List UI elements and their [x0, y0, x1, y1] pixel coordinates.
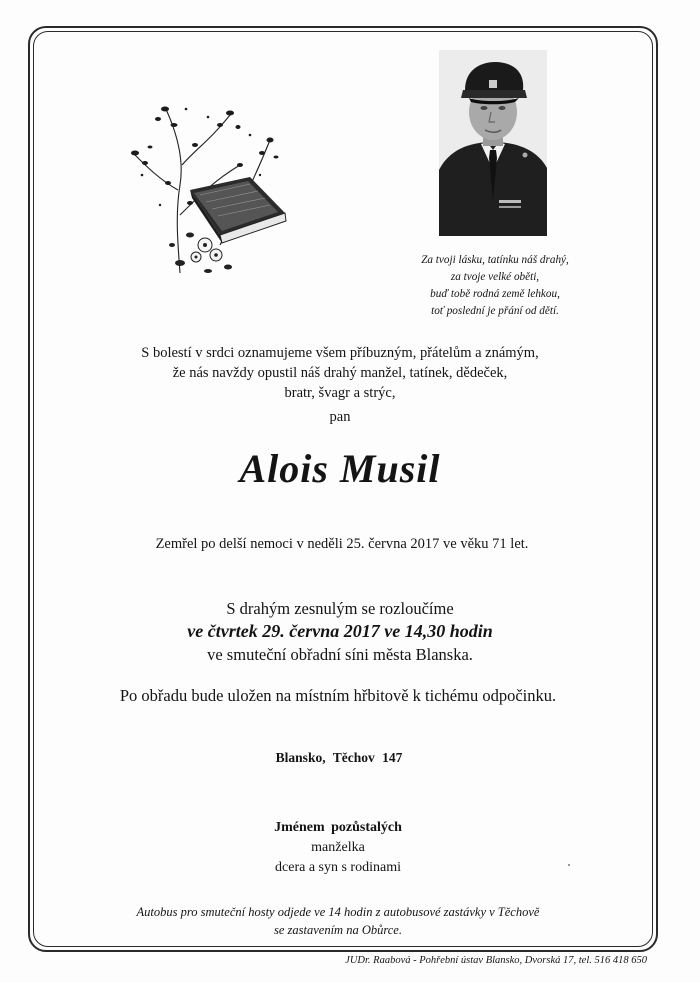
poem-line: Za tvoji lásku, tatínku náš drahý, — [421, 254, 569, 266]
deceased-name: Alois Musil — [239, 446, 441, 491]
farewell-info — [0, 597, 680, 666]
mourners-heading: Jménem pozůstalých — [274, 820, 402, 835]
poem-line: buď tobě rodná země lehkou, — [430, 288, 560, 300]
bus-note-line: se zastavením na Obůrce. — [274, 923, 402, 937]
mourners — [0, 818, 676, 878]
book-with-flowers-icon — [120, 95, 290, 280]
burial-note: Po obřadu bude uložen na místním hřbitově k tichému odpočinku. — [119, 686, 557, 705]
farewell-date: ve čtvrtek 29. června 2017 ve 14,30 hodin — [187, 621, 493, 641]
announcement-line: že nás navždy opustil náš drahý manžel, tatínek, dědeček, — [172, 365, 508, 381]
portrait-photo — [439, 50, 547, 236]
poem — [395, 252, 595, 320]
announcement-line: bratr, švagr a strýc, — [284, 385, 396, 401]
honorific: pan — [329, 409, 351, 425]
speck — [568, 864, 570, 866]
farewell-place: ve smuteční obřadní síni města Blanska. — [207, 645, 473, 664]
mourner-line: manželka — [311, 840, 365, 855]
address: Blansko, Těchov 147 — [275, 750, 403, 765]
farewell-line: S drahým zesnulým se rozloučíme — [226, 599, 454, 618]
announcement — [0, 343, 680, 427]
bus-note — [0, 903, 676, 939]
poem-line: za tvoje velké oběti, — [450, 271, 540, 283]
bus-note-line: Autobus pro smuteční hosty odjede ve 14 hodin z autobusové zastávky v Těchově — [136, 905, 540, 919]
poem-line: toť poslední je přání od dětí. — [431, 305, 559, 317]
funeral-home-footer: JUDr. Raabová - Pohřební ústav Blansko, Dvorská 17, tel. 516 418 650 — [345, 955, 647, 966]
announcement-line: S bolestí v srdci oznamujeme všem příbuzným, přátelům a známým, — [141, 345, 539, 361]
mourner-line: dcera a syn s rodinami — [275, 860, 401, 875]
death-notice: Zemřel po delší nemoci v neděli 25. června 2017 ve věku 71 let. — [155, 536, 529, 552]
